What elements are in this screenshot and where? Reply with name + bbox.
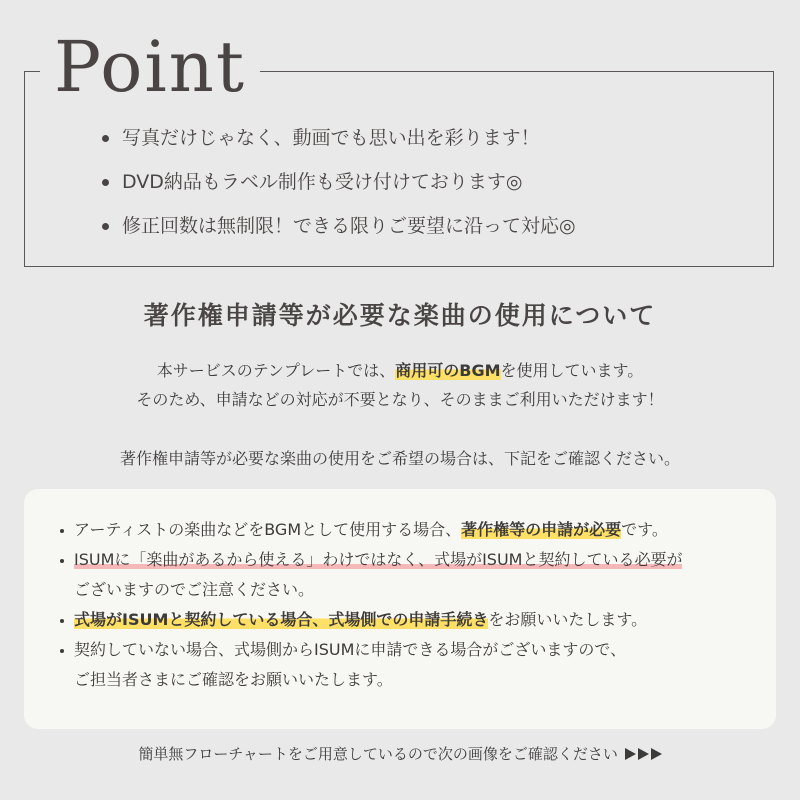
note4-continuation: ご担当者さまにご確認をお願いいたします。: [74, 670, 393, 689]
note3-highlight-2: 式場側での申請手続き: [328, 610, 489, 629]
intro-text: [0, 356, 800, 414]
note4-text: 契約していない場合、式場側からISUMに申請できる場合がございますので、: [74, 640, 627, 659]
note-item: [60, 635, 682, 695]
point-item: 写真だけじゃなく、動画でも思い出を彩ります！: [100, 116, 576, 160]
note2-highlight: ISUMに「楽曲があるから使える」わけではなく、式場がISUMと契約している必要が: [74, 550, 683, 569]
note-item: [60, 605, 682, 635]
footer-text: [0, 743, 800, 764]
note3-highlight-1: 式場がISUMと契約している場合、: [74, 610, 329, 629]
note-item: [60, 515, 682, 545]
point-title: Point: [40, 22, 260, 112]
play-arrow-icon: [638, 748, 649, 760]
note1-post: です。: [621, 520, 668, 539]
note2-continuation: ございますのでご注意ください。: [74, 580, 315, 599]
note1-pre: アーティストの楽曲などをBGMとして使用する場合、: [74, 520, 462, 539]
point-item: DVD納品もラベル制作も受け付けております◎: [100, 160, 576, 204]
intro-line1-pre: 本サービスのテンプレートでは、: [156, 361, 396, 380]
notes-card: [24, 489, 776, 729]
play-arrow-icon: [625, 748, 636, 760]
bgm-highlight: 商用可のBGM: [395, 361, 501, 380]
request-text: 著作権申請等が必要な楽曲の使用をご希望の場合は、下記をご確認ください。: [119, 449, 680, 468]
intro-line-1: [0, 356, 800, 385]
footer-label: 簡単無フローチャートをご用意しているので次の画像をご確認ください: [138, 745, 618, 763]
section-heading: 著作権申請等が必要な楽曲の使用について: [143, 301, 657, 330]
play-arrow-icon: [651, 748, 662, 760]
point-item: 修正回数は無制限！できる限りご要望に沿って対応◎: [100, 204, 576, 248]
note3-post: をお願いいたします。: [488, 610, 648, 629]
intro-line1-post: を使用しています。: [500, 361, 644, 380]
notes-list: [60, 515, 682, 695]
intro-line-2: そのため、申請などの対応が不要となり、そのままご利用いただけます！: [136, 390, 664, 409]
note1-highlight: 著作権等の申請が必要: [461, 520, 622, 539]
point-list: [100, 116, 576, 248]
note-item: [60, 545, 682, 605]
